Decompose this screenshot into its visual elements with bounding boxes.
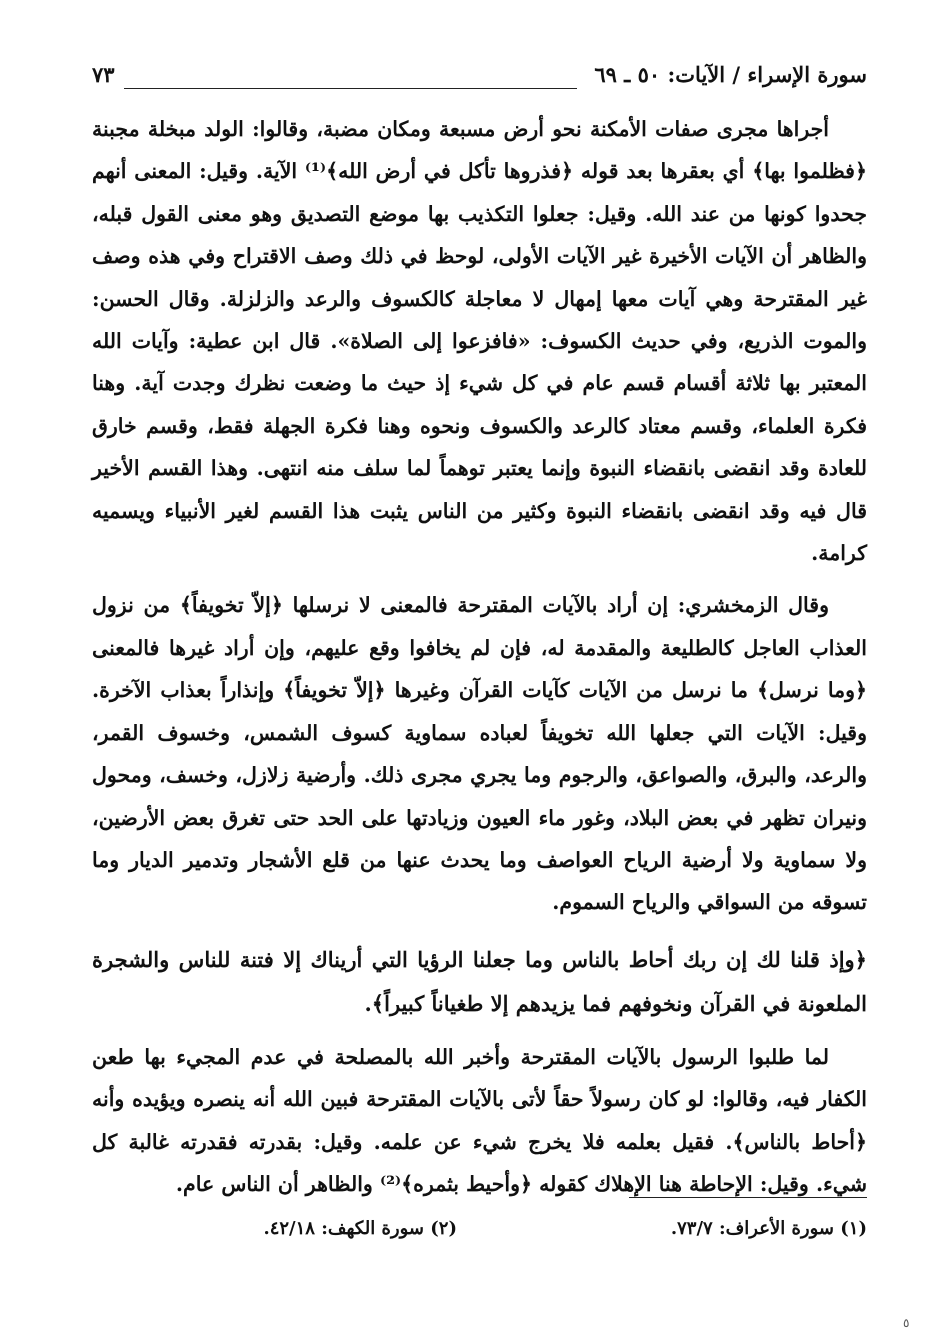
footnote-1: (١) سورة الأعراف: ٧٣/٧.	[670, 1218, 867, 1239]
footnote-2: (٢) سورة الكهف: ٤٢/١٨.	[263, 1218, 457, 1239]
quran-verse: ﴿وإذ قلنا لك إن ربك أحاط بالناس وما جعلنا الرؤيا التي أريناك إلا فتنة للناس والشجرة الملعونة في القرآن ونخوفهم فما يزيدهم إلا طغياناً كبيراً﴾.	[92, 946, 867, 1016]
body-text	[92, 108, 867, 1205]
corner-mark: ٥	[903, 1316, 910, 1330]
header-rule	[124, 88, 577, 89]
running-title: سورة الإسراء / الآيات: ٥٠ ـ ٦٩	[594, 62, 867, 87]
paragraph-2: وقال الزمخشري: إن أراد بالآيات المقترحة فالمعنى لا نرسلها ﴿إلاّ تخويفاً﴾ من نزول العذاب العاجل كالطليعة والمقدمة له، فإن لم يخافوا وقع عليهم، وإن أراد غيرها فالمعنى ﴿وما نرسل﴾ ما نرسل من الآيات كآيات القرآن وغيرها ﴿إلاّ تخويفاً﴾ وإنذاراً بعذاب الآخرة. وقيل: الآيات التي جعلها الله تخويفاً لعباده سماوية كسوف الشمس، وخسوف القمر، والرعد، والبرق، والصواعق، والرجوم وما يجري مجرى ذلك. وأرضية زلازل، وخسف، ومحول ونيران تظهر في بعض البلاد، وغور ماء العيون وزيادتها على الحد حتى تغرق بعض الأرضين، ولا سماوية ولا أرضية الرياح العواصف وما يحدث عنها من قلع الأشجار وتدمير الديار وما تسوقه من السواقي والرياح السموم.	[92, 593, 867, 915]
paragraph-3: لما طلبوا الرسول بالآيات المقترحة وأخبر الله بالمصلحة في عدم المجيء بها طعن الكفار فيه، وقالوا: لو كان رسولاً حقاً لأتى بالآيات المقترحة فبين الله أنه ينصره ويؤيده وأنه ﴿أحاط بالناس﴾. فقيل بعلمه فلا يخرج شيء عن علمه. وقيل: بقدرته فقدرته غالبة كل شيء. وقيل: الإحاطة هنا الإهلاك كقوله ﴿وأحيط بثمره﴾⁽²⁾ والظاهر أن الناس عام.	[92, 1044, 867, 1196]
page-header	[92, 62, 867, 102]
footnote-rule	[629, 1197, 867, 1198]
footnotes	[92, 1218, 867, 1246]
paragraph-1: أجراها مجرى صفات الأمكنة نحو أرض مسبعة ومكان مضبة، وقالوا: الولد مبخلة مجبنة ﴿فظلموا بها﴾ أي بعقرها بعد قوله ﴿فذروها تأكل في أرض الله﴾⁽¹⁾ الآية. وقيل: المعنى أنهم جحدوا كونها من عند الله. وقيل: جعلوا التكذيب بها موضع التصديق وهو معنى القول قبله، والظاهر أن الآيات الأخيرة غير الآيات الأولى، لوحظ في ذلك وصف الاقتراح وفي هذه وصف غير المقترحة وهي آيات معها إمهال لا معاجلة كالكسوف والرعد والزلزلة. وقال الحسن: والموت الذريع، وفي حديث الكسوف: «فافزعوا إلى الصلاة». قال ابن عطية: وآيات الله المعتبر بها ثلاثة أقسام قسم عام في كل شيء إذ حيث ما وضعت نظرك وجدت آية. وهنا فكرة العلماء، وقسم معتاد كالرعد والكسوف ونحوه وهنا فكرة الجهلة فقط، وقسم خارق للعادة وقد انقضى بانقضاء النبوة وإنما يعتبر توهماً لما سلف منه انتهى. وهذا القسم الأخير قال فيه وقد انقضى بانقضاء النبوة وكثير من الناس يثبت هذا القسم لغير الأنبياء ويسميه كرامة.	[92, 117, 867, 566]
page-number: ٧٣	[92, 62, 115, 87]
